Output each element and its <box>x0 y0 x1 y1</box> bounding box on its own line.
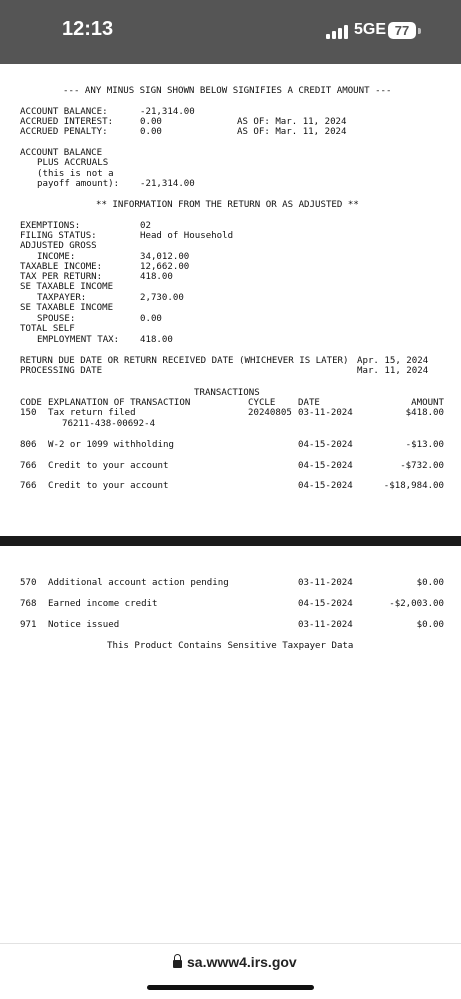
due-date-label: RETURN DUE DATE OR RETURN RECEIVED DATE (WHICHEVER IS LATER) <box>20 356 349 366</box>
txn-date: 04-15-2024 <box>298 481 353 491</box>
txn-sub: 76211-438-00692-4 <box>62 419 156 429</box>
processing-date-value: Mar. 11, 2024 <box>357 366 429 376</box>
credit-notice: --- ANY MINUS SIGN SHOWN BELOW SIGNIFIES A CREDIT AMOUNT --- <box>63 86 392 96</box>
txn-date: 04-15-2024 <box>298 461 353 471</box>
payoff-label-2: PLUS ACCRUALS <box>37 158 109 168</box>
lock-icon <box>173 960 182 968</box>
txn-date: 03-11-2024 <box>298 620 353 630</box>
address-bar[interactable] <box>0 943 461 999</box>
tax-per-return-label: TAX PER RETURN: <box>20 272 103 282</box>
taxable-income-label: TAXABLE INCOME: <box>20 262 103 272</box>
txn-date: 03-11-2024 <box>298 578 353 588</box>
txn-amount: -$18,984.00 <box>383 481 444 491</box>
se-spouse-value: 0.00 <box>140 314 162 324</box>
url-text[interactable]: sa.www4.irs.gov <box>187 954 297 970</box>
payoff-label-3: (this is not a <box>37 169 114 179</box>
txn-code: 806 <box>20 440 37 450</box>
transactions-heading: TRANSACTIONS <box>194 388 260 398</box>
txn-code: 570 <box>20 578 37 588</box>
txn-date: 04-15-2024 <box>298 440 353 450</box>
filing-status-value: Head of Household <box>140 231 234 241</box>
agi-label-2: INCOME: <box>37 252 76 262</box>
page-break-band <box>0 536 461 546</box>
accrued-penalty-asof: AS OF: Mar. 11, 2024 <box>237 127 347 137</box>
se-tax-label-1: TOTAL SELF <box>20 324 75 334</box>
battery-icon: 77 <box>388 22 416 39</box>
txn-code: 766 <box>20 481 37 491</box>
txn-amount: -$2,003.00 <box>389 599 444 609</box>
se-taxpayer-label-2: TAXPAYER: <box>37 293 87 303</box>
account-balance-label: ACCOUNT BALANCE: <box>20 107 108 117</box>
txn-amount: -$732.00 <box>400 461 444 471</box>
txn-code: 971 <box>20 620 37 630</box>
accrued-interest-value: 0.00 <box>140 117 162 127</box>
col-cycle: CYCLE <box>248 398 276 408</box>
taxable-income-value: 12,662.00 <box>140 262 190 272</box>
processing-date-label: PROCESSING DATE <box>20 366 103 376</box>
txn-date: 03-11-2024 <box>298 408 353 418</box>
exemptions-value: 02 <box>140 221 151 231</box>
agi-value: 34,012.00 <box>140 252 190 262</box>
se-taxpayer-value: 2,730.00 <box>140 293 184 303</box>
network-type: 5GE <box>354 21 387 38</box>
txn-amount: $418.00 <box>405 408 444 418</box>
txn-explanation: Earned income credit <box>48 599 158 609</box>
col-code: CODE <box>20 398 42 408</box>
accrued-interest-asof: AS OF: Mar. 11, 2024 <box>237 117 347 127</box>
txn-cycle: 20240805 <box>248 408 292 418</box>
tax-per-return-value: 418.00 <box>140 272 173 282</box>
due-date-value: Apr. 15, 2024 <box>357 356 429 366</box>
col-date: DATE <box>298 398 320 408</box>
txn-code: 766 <box>20 461 37 471</box>
txn-explanation: Credit to your account <box>48 481 169 491</box>
signal-icon <box>326 25 350 39</box>
se-tax-value: 418.00 <box>140 335 173 345</box>
txn-explanation: Notice issued <box>48 620 120 630</box>
txn-explanation: Additional account action pending <box>48 578 229 588</box>
txn-code: 150 <box>20 408 37 418</box>
se-spouse-label-1: SE TAXABLE INCOME <box>20 303 114 313</box>
accrued-interest-label: ACCRUED INTEREST: <box>20 117 114 127</box>
payoff-label-1: ACCOUNT BALANCE <box>20 148 103 158</box>
account-balance-value: -21,314.00 <box>140 107 195 117</box>
txn-amount: $0.00 <box>416 620 444 630</box>
se-taxpayer-label-1: SE TAXABLE INCOME <box>20 282 114 292</box>
txn-amount: -$13.00 <box>405 440 444 450</box>
txn-date: 04-15-2024 <box>298 599 353 609</box>
sensitive-data-note: This Product Contains Sensitive Taxpayer Data <box>107 641 354 651</box>
txn-code: 768 <box>20 599 37 609</box>
return-info-heading: ** INFORMATION FROM THE RETURN OR AS ADJUSTED ** <box>96 200 359 210</box>
battery-tip <box>418 28 421 34</box>
exemptions-label: EXEMPTIONS: <box>20 221 81 231</box>
se-spouse-label-2: SPOUSE: <box>37 314 76 324</box>
accrued-penalty-label: ACCRUED PENALTY: <box>20 127 108 137</box>
txn-amount: $0.00 <box>416 578 444 588</box>
txn-explanation: W-2 or 1099 withholding <box>48 440 174 450</box>
se-tax-label-2: EMPLOYMENT TAX: <box>37 335 120 345</box>
txn-explanation: Credit to your account <box>48 461 169 471</box>
payoff-value: -21,314.00 <box>140 179 195 189</box>
filing-status-label: FILING STATUS: <box>20 231 97 241</box>
agi-label-1: ADJUSTED GROSS <box>20 241 97 251</box>
txn-explanation: Tax return filed <box>48 408 136 418</box>
payoff-label-4: payoff amount): <box>37 179 120 189</box>
status-time: 12:13 <box>62 18 114 40</box>
col-amount: AMOUNT <box>411 398 444 408</box>
accrued-penalty-value: 0.00 <box>140 127 162 137</box>
home-indicator[interactable] <box>147 985 314 990</box>
col-explanation: EXPLANATION OF TRANSACTION <box>48 398 191 408</box>
